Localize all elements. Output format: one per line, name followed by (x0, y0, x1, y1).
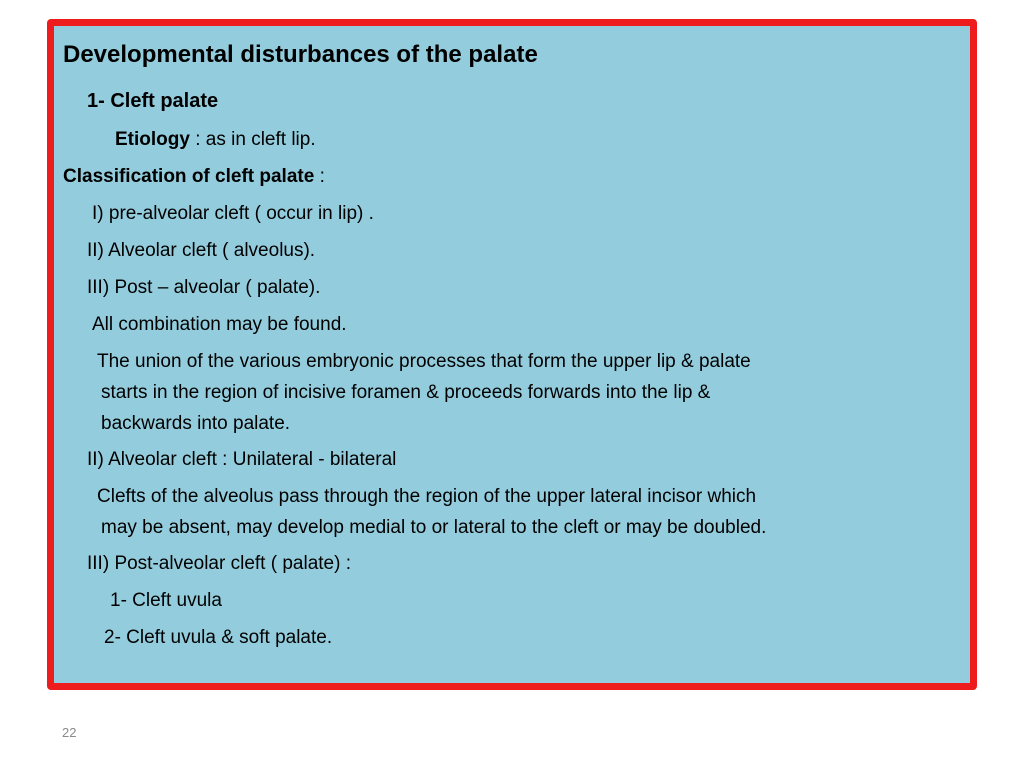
classification-line (63, 161, 325, 192)
alveolar-paragraph-line-2: may be absent, may develop medial to or lateral to the cleft or may be doubled. (101, 517, 767, 538)
etiology-line (115, 124, 316, 155)
content-box (47, 19, 977, 690)
slide-title: Developmental disturbances of the palate (63, 41, 538, 68)
item-cleft-uvula: 1- Cleft uvula (110, 590, 222, 611)
item-cleft-uvula-soft-palate: 2- Cleft uvula & soft palate. (104, 627, 333, 648)
classification-label: Classification of cleft palate (63, 166, 315, 187)
alveolar-paragraph-line-1: Clefts of the alveolus pass through the region of the upper lateral incisor which (97, 486, 757, 507)
page-number: 22 (62, 725, 77, 740)
classification-suffix: : (314, 166, 325, 187)
union-paragraph-line-2: starts in the region of incisive foramen & proceeds forwards into the lip & (101, 382, 711, 403)
item-alveolar: II) Alveolar cleft ( alveolus). (87, 240, 316, 261)
union-paragraph (97, 346, 751, 439)
union-paragraph-line-3: backwards into palate. (101, 413, 291, 434)
etiology-text: : as in cleft lip. (189, 129, 316, 150)
item-pre-alveolar: I) pre-alveolar cleft ( occur in lip) . (92, 203, 374, 224)
alveolar-paragraph (97, 481, 766, 543)
etiology-label: Etiology (115, 129, 190, 150)
item-combination: All combination may be found. (92, 314, 347, 335)
post-alveolar-heading: III) Post-alveolar cleft ( palate) : (87, 553, 351, 574)
alveolar-cleft-heading: II) Alveolar cleft : Unilateral - bilateral (87, 449, 397, 470)
item-post-alveolar: III) Post – alveolar ( palate). (87, 277, 321, 298)
union-paragraph-line-1: The union of the various embryonic processes that form the upper lip & palate (97, 351, 751, 372)
section-heading-cleft-palate: 1- Cleft palate (87, 90, 219, 112)
